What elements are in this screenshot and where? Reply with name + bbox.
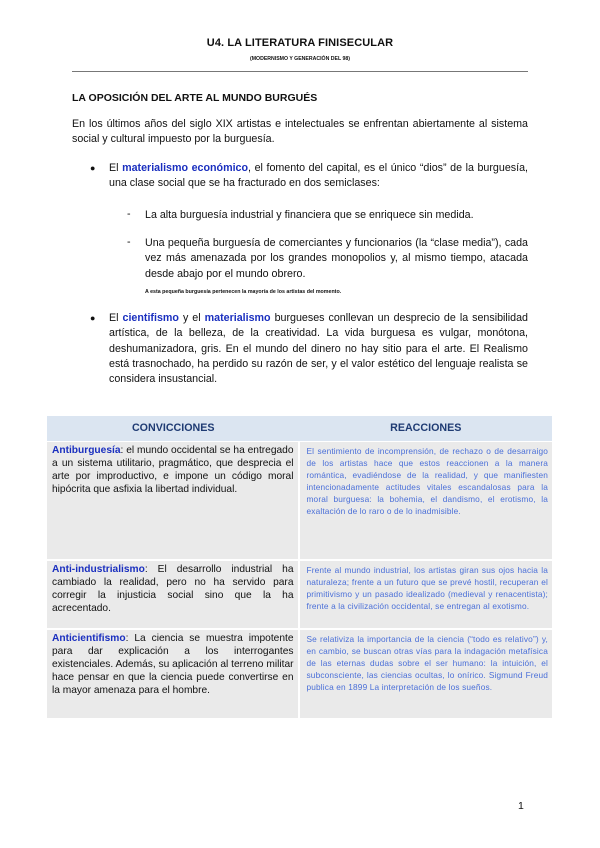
table-row xyxy=(47,630,552,720)
bullet-paragraph-materialism xyxy=(109,161,528,192)
keyword-materialismo-economico: materialismo económico xyxy=(122,162,249,174)
keyword-cientifismo: cientifismo xyxy=(122,312,179,324)
page-title: U4. LA LITERATURA FINISECULAR xyxy=(206,37,394,49)
conviction-text: : el mundo occidental se ha entregado a un sistema utilitario, pragmático, que desprecia el arte por improductivo, e impone un código moral hipócrita que asfixia la libertad individual. xyxy=(52,445,294,495)
column-header-convicciones: CONVICCIONES xyxy=(131,422,215,434)
convictions-reactions-table xyxy=(47,416,552,696)
bullet-icon: ● xyxy=(90,163,96,173)
small-note: A esta pequeña burguesía pertenecen la mayoría de los artistas del momento. xyxy=(145,289,342,295)
bullet-post-text: , el fomento del capital, es el único “dios” de la burguesía, una clase social que se ha fracturado en dos semiclases: xyxy=(109,162,528,190)
term-anticientifismo: Anticientifismo xyxy=(52,633,126,644)
conviction-text: : La ciencia se muestra impotente para dar explicación a los interrogantes existenciales. Además, su aplicación al terreno militar hace pensar en que la ciencia puede convertirse en la mayor amenaza para el hombre. xyxy=(52,633,294,696)
table-header-row xyxy=(47,416,552,442)
reaction-cell: Frente al mundo industrial, los artistas giran sus ojos hacia la naturaleza; frente a un futuro que se prevé hostil, recuperan el primitivismo y un pasado idealizado (medieval y renacentista); frente a la civilización occidental, se entregan al exotismo. xyxy=(306,565,548,612)
reaction-cell: Se relativiza la importancia de la ciencia (“todo es relativo”) y, en cambio, se buscan otras vías para la indagación metafísica de las eternas dudas sobre el ser humano: la intuición, el subconsciente, las ciencias ocultas, lo onírico. Sigmund Freud publica en 1899 La interpretación de los sueños. xyxy=(306,634,548,693)
conviction-text: : El desarrollo industrial ha cambiado la realidad, pero no ha servido para corregir la injusticia social sino que la ha acrecentado. xyxy=(52,564,294,614)
bullet-mid-text: y el xyxy=(178,312,205,324)
table-row xyxy=(47,561,552,630)
conviction-cell xyxy=(47,442,300,559)
sublist-item-alta-burguesia: La alta burguesía industrial y financiera que se enriquece sin medida. xyxy=(145,209,474,221)
page-subtitle: (MODERNISMO Y GENERACIÓN DEL 98) xyxy=(249,56,351,62)
page-number: 1 xyxy=(518,800,524,812)
dash-icon: - xyxy=(127,208,131,220)
header-divider xyxy=(72,71,528,72)
bullet-pre-text: El xyxy=(109,312,123,324)
sublist-item-pequena-burguesia: Una pequeña burguesía de comerciantes y funcionarios (la “clase media”), cada vez más amenazada por los grandes monopolios y, al mismo tiempo, atacada desde abajo por el mundo obrero. xyxy=(145,237,528,280)
bullet-icon: ● xyxy=(90,313,96,323)
bullet-paragraph-cientifismo xyxy=(109,311,528,387)
bullet-pre-text: El xyxy=(109,162,123,174)
keyword-materialismo: materialismo xyxy=(204,312,271,324)
intro-paragraph: En los últimos años del siglo XIX artistas e intelectuales se enfrentan abiertamente al sistema social y cultural impuesto por la burguesía. xyxy=(72,118,528,146)
table-row xyxy=(47,442,552,561)
conviction-cell xyxy=(47,630,300,718)
column-header-reacciones: REACCIONES xyxy=(390,422,462,434)
conviction-cell xyxy=(47,561,300,628)
reaction-cell: El sentimiento de incomprensión, de rechazo o de desarraigo de los artistas hace que estos reaccionen a la manera romántica, evadiéndose de la realidad, y que manifiesten intencionadamente actitudes vitales escandalosas para la moral burguesa: la bohemia, el dandismo, el erotismo, la exaltación de lo raro o de lo inadmisible. xyxy=(306,446,548,517)
section-heading: LA OPOSICIÓN DEL ARTE AL MUNDO BURGUÉS xyxy=(72,92,318,104)
term-anti-industrialismo: Anti-industrialismo xyxy=(52,564,145,575)
term-antiburguesia: Antiburguesía xyxy=(52,445,121,456)
bullet-post-text: burgueses conllevan un desprecio de la sensibilidad artística, de la belleza, de la creatividad. La vida burguesa es vulgar, monótona, deshumanizadora, gris. En el mundo del dinero no hay sitio para el arte. El Realismo está trasnochado, ha perdido su razón de ser, y el valor estético del lenguaje realista se considera insustancial. xyxy=(109,312,528,386)
dash-icon: - xyxy=(127,236,131,248)
